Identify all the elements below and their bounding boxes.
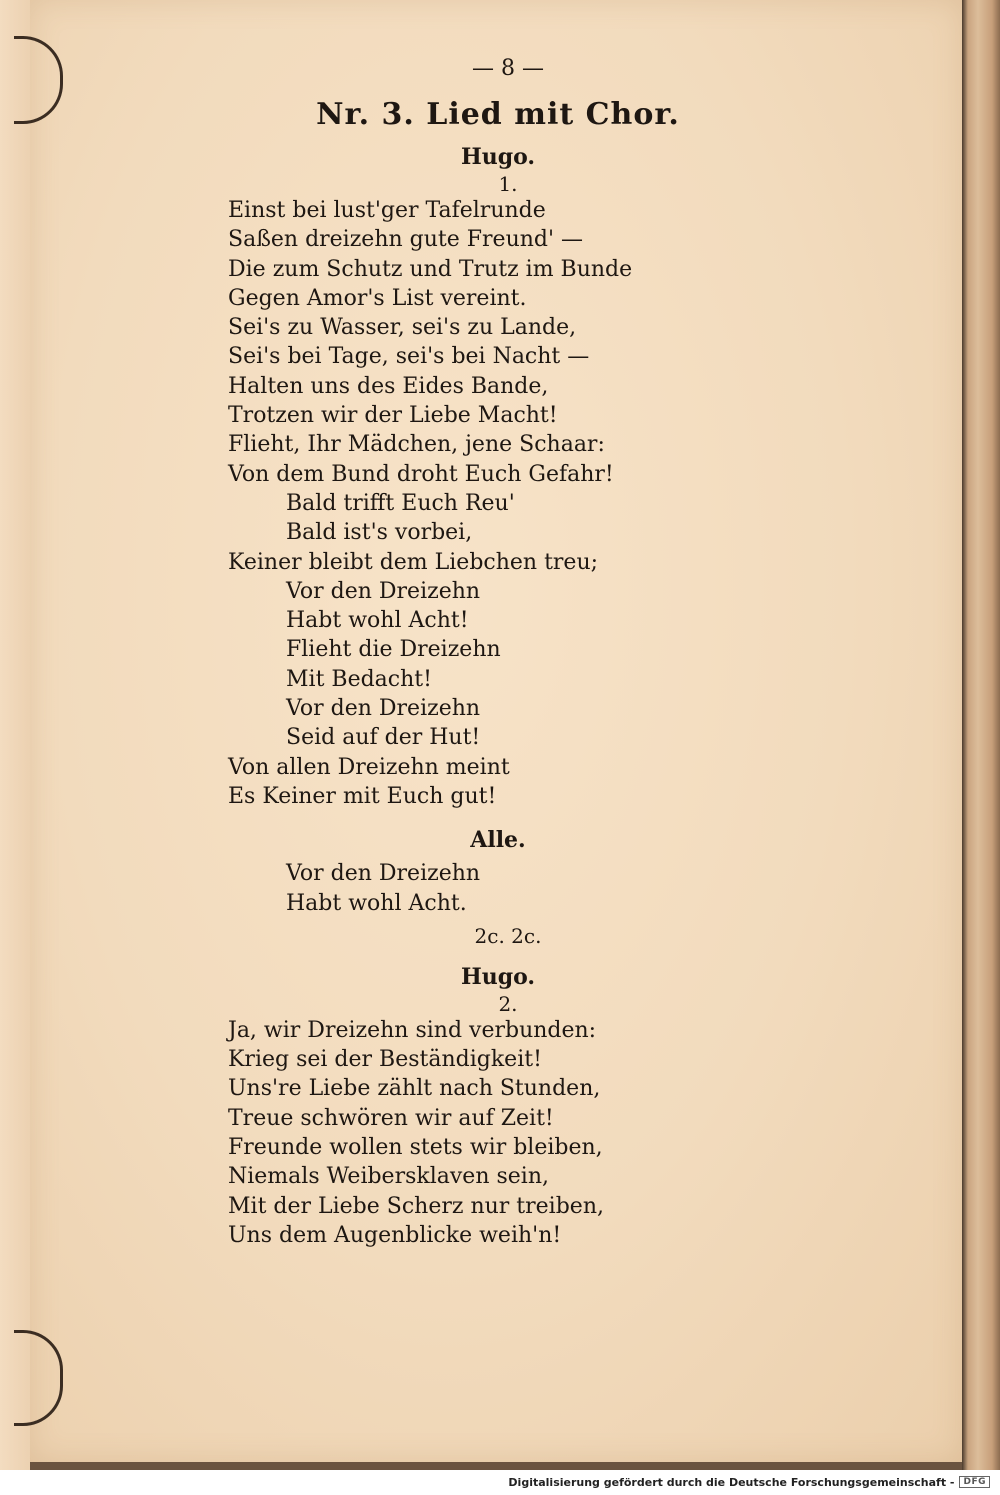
verse-line: Bald trifft Euch Reu' [286,490,515,516]
verse-line: Trotzen wir der Liebe Macht! [228,403,558,429]
verse-line: Mit Bedacht! [286,666,432,692]
verse-line: Habt wohl Acht. [286,890,467,916]
verse-line: Mit der Liebe Scherz nur treiben, [228,1193,604,1219]
verse-line: Von dem Bund droht Euch Gefahr! [228,461,614,487]
verse-line: Flieht die Dreizehn [286,637,501,663]
footer-text: Digitalisierung gefördert durch die Deutsche Forschungsgemeinschaft - [508,1475,955,1489]
verse-line: Flieht, Ihr Mädchen, jene Schaar: [228,432,605,458]
song-sections [228,144,868,1250]
verse-line: Von allen Dreizehn meint [228,754,510,780]
page-number: — 8 — [472,56,544,81]
speaker-name: Hugo. [460,144,536,170]
left-cover-strip [0,0,30,1470]
verse-line: Uns're Liebe zählt nach Stunden, [228,1076,601,1102]
verse-line: Vor den Dreizehn [286,861,481,887]
verse-line: Vor den Dreizehn [286,696,481,722]
verse-line: Niemals Weibersklaven sein, [228,1164,549,1190]
verse-line: Die zum Schutz und Trutz im Bunde [228,256,633,282]
verse-line: Vor den Dreizehn [286,578,481,604]
speaker-name: Hugo. [460,963,536,990]
verse-line: Saßen dreizehn gute Freund' — [228,227,584,253]
stanza-number: 1. [498,172,518,196]
verse-line: Sei's bei Tage, sei's bei Nacht — [228,344,590,370]
verse-line: Gegen Amor's List vereint. [228,285,527,311]
verse-line: Seid auf der Hut! [286,725,481,751]
verse-line: Halten uns des Eides Bande, [228,373,549,399]
dfg-logo-icon: DFG [959,1476,990,1488]
verse-line: Uns dem Augenblicke weih'n! [228,1222,562,1248]
speaker-name: Alle. [470,827,526,854]
page-content [228,56,868,1250]
stanza-number: 2. [498,991,518,1016]
verse-line: Bald ist's vorbei, [286,520,473,546]
verse-line: Ja, wir Dreizehn sind verbunden: [228,1017,597,1043]
verse-line: Keiner bleibt dem Liebchen treu; [228,549,599,575]
book-spine-edge [962,0,1000,1470]
verse-line: Sei's zu Wasser, sei's zu Lande, [228,315,577,341]
digitization-footer [508,1472,990,1492]
song-title: Nr. 3. Lied mit Chor. [316,97,680,132]
verse-line: Einst bei lust'ger Tafelrunde [228,198,546,223]
verse-line: Treue schwören wir auf Zeit! [228,1105,554,1131]
et-cetera-mark: 2c. 2c. [474,923,542,948]
verse-line: Freunde wollen stets wir bleiben, [228,1135,603,1161]
verse-line: Es Keiner mit Euch gut! [228,783,497,809]
verse-line: Krieg sei der Beständigkeit! [228,1047,542,1073]
verse-line: Habt wohl Acht! [286,608,469,634]
